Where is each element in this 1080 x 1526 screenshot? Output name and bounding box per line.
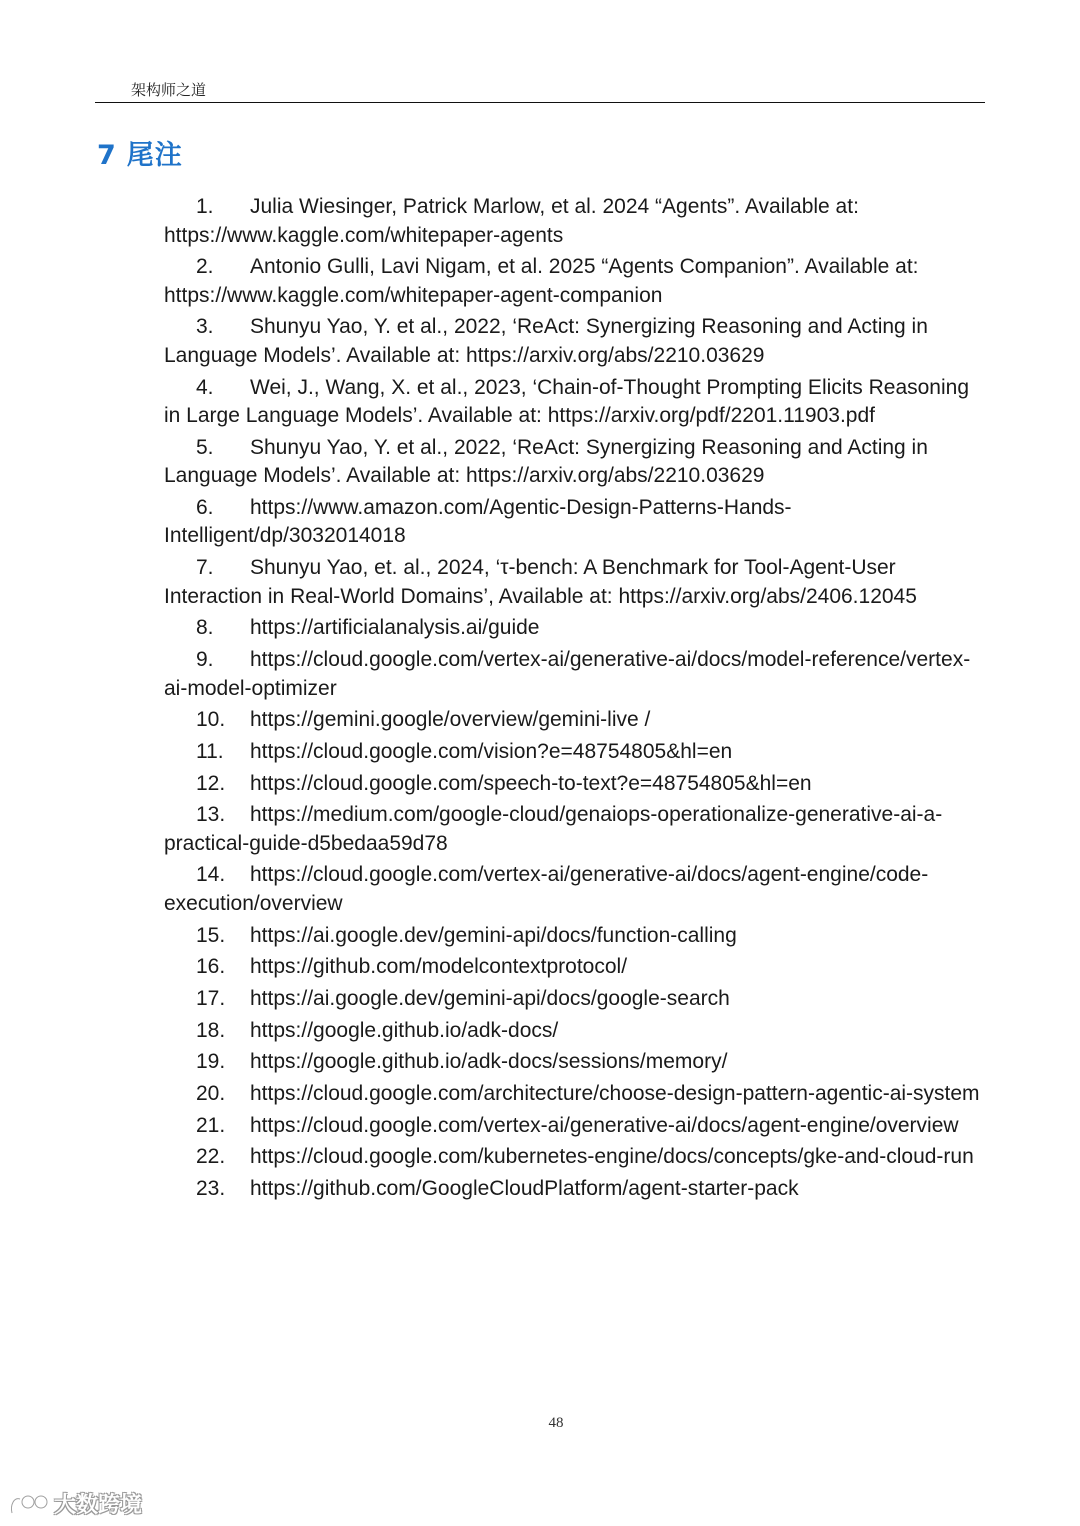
endnote-number: 13. [196,803,226,827]
endnote-item [164,985,984,1014]
endnote-number: 23. [196,1177,226,1201]
endnotes-list [164,193,984,1207]
endnote-item [164,1175,984,1204]
endnote-number: 2. [196,255,214,279]
endnote-item [164,1080,984,1109]
endnote-text: https://cloud.google.com/speech-to-text?e=48754805&hl=en [250,771,812,795]
section-number: 7 [97,140,117,171]
endnote-item [164,861,984,918]
endnote-number: 3. [196,315,214,339]
watermark [8,1488,142,1519]
endnote-number: 21. [196,1113,226,1137]
endnote-text: Shunyu Yao, Y. et al., 2022, ‘ReAct: Synergizing Reasoning and Acting in Language Models’. Available at: https://arxiv.org/abs/2210.03629 [164,315,928,367]
endnote-number: 6. [196,495,214,519]
endnote-item [164,1112,984,1141]
endnote-number: 11. [196,739,224,763]
endnote-text: https://github.com/GoogleCloudPlatform/agent-starter-pack [250,1177,799,1201]
endnote-text: https://ai.google.dev/gemini-api/docs/google-search [250,987,730,1010]
endnote-number: 14. [196,863,226,887]
section-title: 尾注 [126,140,183,171]
running-header: 架构师之道 [131,81,207,99]
endnote-number: 4. [196,375,214,399]
endnote-number: 16. [196,955,226,979]
endnote-number: 1. [196,195,214,218]
endnote-item [164,953,984,982]
endnote-item [164,614,984,643]
section-heading [97,133,183,172]
endnote-text: https://cloud.google.com/vertex-ai/generative-ai/docs/model-reference/vertex-ai-model-optimizer [164,648,971,700]
endnote-item [164,922,984,951]
endnote-text: https://medium.com/google-cloud/genaiops-operationalize-generative-ai-a-practical-guide-d5bedaa59d78 [164,803,943,855]
endnote-text: https://cloud.google.com/vision?e=48754805&hl=en [250,739,733,763]
endnote-item [164,1017,984,1046]
endnote-text: Shunyu Yao, et. al., 2024, ‘τ-bench: A Benchmark for Tool-Agent-User Interaction in Real-World Domains’, Available at: https://arxiv.org/abs/2406.12045 [164,556,917,608]
endnote-text: https://google.github.io/adk-docs/ [250,1018,559,1042]
endnote-number: 12. [196,771,226,795]
endnote-number: 9. [196,648,214,671]
endnote-item [164,1143,984,1172]
endnote-text: Wei, J., Wang, X. et al., 2023, ‘Chain-of-Thought Prompting Elicits Reasoning in Large Language Models’. Available at: https://arxiv.org/pdf/2201.11903.pdf [164,375,970,428]
endnote-text: https://cloud.google.com/kubernetes-engine/docs/concepts/gke-and-cloud-run [250,1145,974,1169]
endnote-text: https://gemini.google/overview/gemini-live / [250,708,651,732]
endnote-item [164,554,984,611]
endnote-number: 5. [196,435,214,459]
endnote-number: 7. [196,556,214,580]
endnote-item [164,253,984,310]
endnote-item [164,770,984,799]
endnote-number: 15. [196,923,226,947]
header-divider [95,102,985,103]
endnote-text: https://ai.google.dev/gemini-api/docs/function-calling [250,923,737,947]
logo-icon [8,1491,50,1517]
watermark-text: 大数跨境 [54,1493,143,1518]
endnote-text: https://google.github.io/adk-docs/sessions/memory/ [250,1050,728,1074]
endnote-item [164,494,984,551]
endnote-item [164,193,984,250]
endnote-text: https://artificialanalysis.ai/guide [250,616,540,640]
endnote-item [164,434,984,491]
endnote-item [164,738,984,767]
endnote-item [164,313,984,370]
endnote-number: 22. [196,1145,226,1169]
endnote-text: Antonio Gulli, Lavi Nigam, et al. 2025 “Agents Companion”. Available at: https://www.kaggle.com/whitepaper-agent-companion [164,255,919,307]
endnote-text: https://cloud.google.com/vertex-ai/generative-ai/docs/agent-engine/overview [250,1113,959,1137]
endnote-text: Shunyu Yao, Y. et al., 2022, ‘ReAct: Synergizing Reasoning and Acting in Language Models’. Available at: https://arxiv.org/abs/2210.03629 [164,435,928,488]
endnote-number: 20. [196,1082,226,1106]
endnote-item [164,1048,984,1077]
page-number: 48 [548,1415,564,1431]
endnote-text: Julia Wiesinger, Patrick Marlow, et al. 2024 “Agents”. Available at: https://www.kaggle.com/whitepaper-agents [164,195,859,247]
endnote-item [164,801,984,858]
endnote-item [164,706,984,735]
endnote-item [164,646,984,703]
endnote-number: 8. [196,616,214,640]
endnote-item [164,374,984,431]
endnote-text: https://cloud.google.com/vertex-ai/generative-ai/docs/agent-engine/code-execution/overview [164,863,929,915]
endnote-number: 17. [196,987,226,1010]
endnote-text: https://cloud.google.com/architecture/choose-design-pattern-agentic-ai-system [250,1082,980,1106]
endnote-text: https://www.amazon.com/Agentic-Design-Patterns-Hands-Intelligent/dp/3032014018 [164,495,792,548]
endnote-number: 10. [196,708,226,732]
endnote-number: 18. [196,1018,226,1042]
endnote-number: 19. [196,1050,226,1074]
endnote-text: https://github.com/modelcontextprotocol/ [250,955,628,979]
